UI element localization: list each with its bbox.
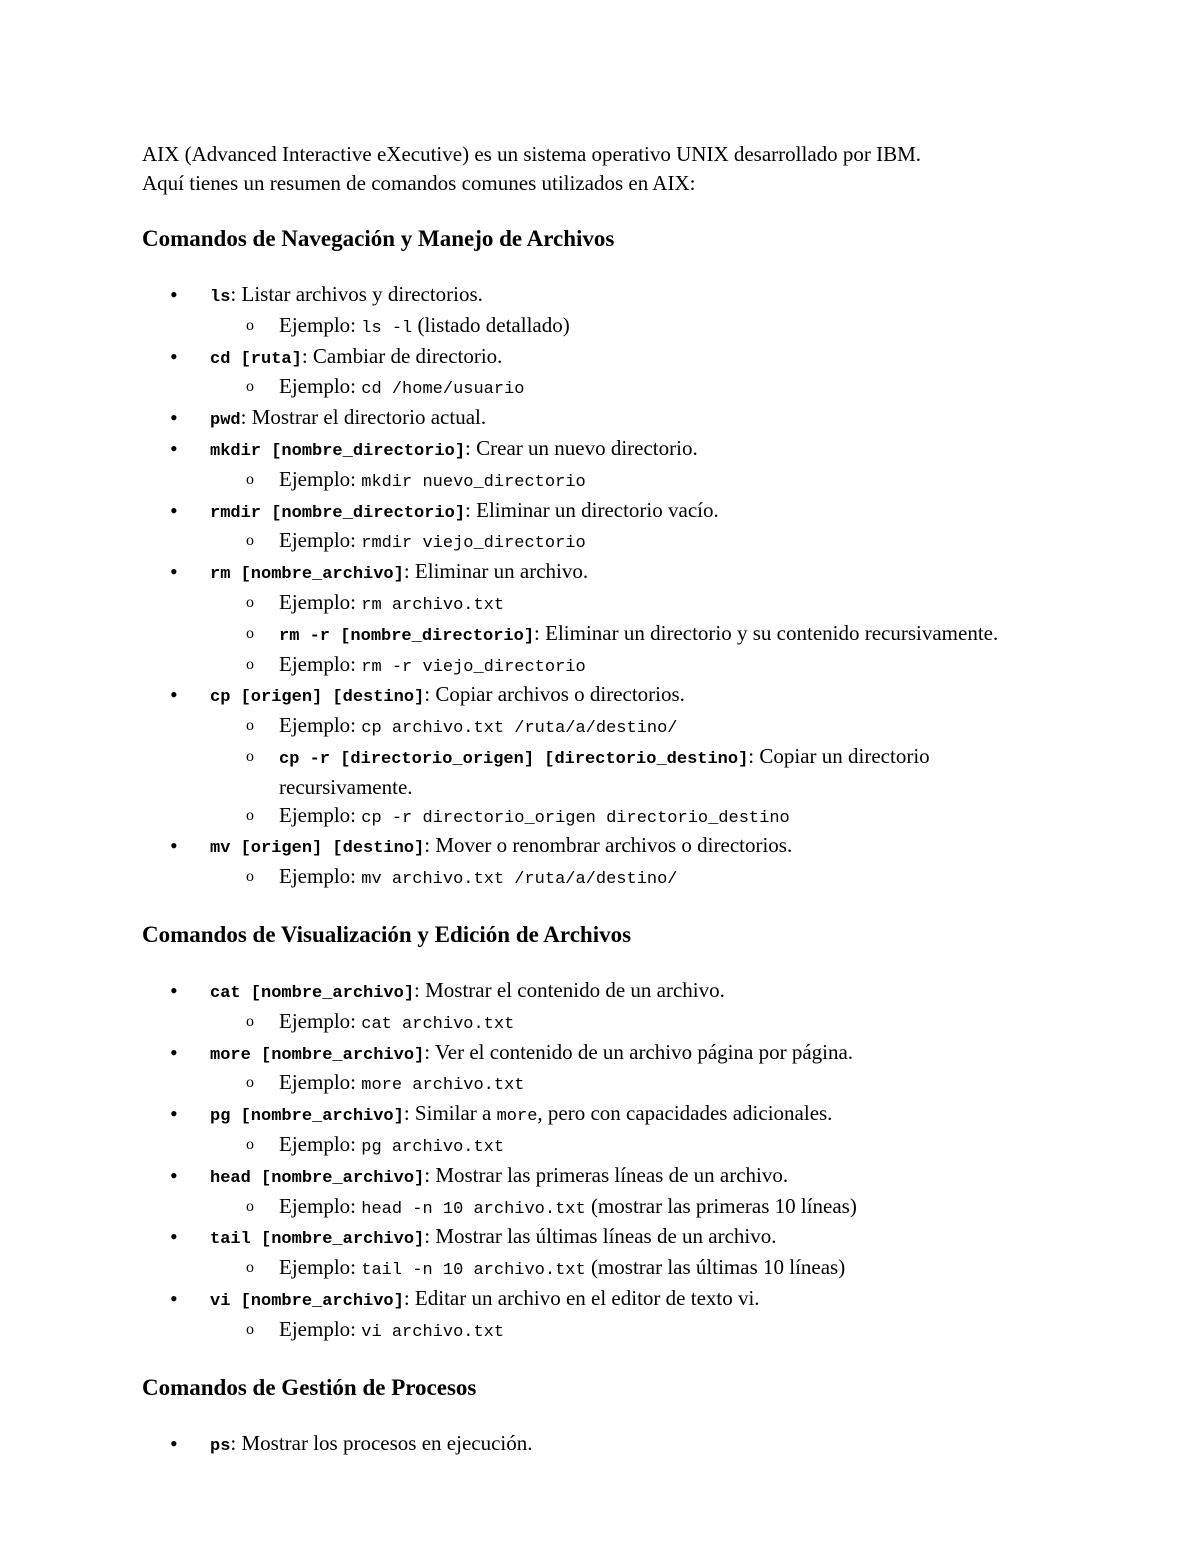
list-item — [142, 681, 1062, 832]
example-label: Ejemplo: — [279, 651, 362, 676]
command-list-procesos — [142, 1430, 1062, 1461]
sub-list-item — [210, 712, 1062, 743]
example-label: Ejemplo: — [279, 1316, 362, 1341]
sub-list — [210, 1069, 1062, 1100]
sub-list-item — [210, 863, 1062, 894]
list-item — [142, 435, 1062, 497]
example-label: Ejemplo: — [279, 528, 362, 553]
command-description: : Listar archivos y directorios. — [230, 282, 483, 306]
sub-list-item — [210, 1316, 1062, 1347]
command-name: rmdir [nombre_directorio] — [210, 503, 466, 523]
example-code: cd /home/usuario — [361, 380, 525, 400]
example-label: Ejemplo: — [279, 1070, 362, 1095]
example-note: (listado detallado) — [412, 312, 570, 337]
example-code: ls -l — [361, 318, 413, 338]
example-label: Ejemplo: — [279, 1008, 362, 1033]
list-item — [142, 343, 1062, 405]
sub-list — [210, 712, 1062, 832]
command-description: : Crear un nuevo directorio. — [465, 435, 698, 460]
command-name: mkdir [nombre_directorio] — [210, 441, 466, 461]
sub-list — [210, 1193, 1062, 1224]
sub-list-item — [210, 466, 1062, 497]
sub-list-item — [210, 1254, 1062, 1285]
command-name: cd [ruta] — [210, 349, 302, 369]
example-note: (mostrar las últimas 10 líneas) — [585, 1255, 846, 1280]
command-name: more [nombre_archivo] — [210, 1045, 425, 1065]
sub-list — [210, 1254, 1062, 1285]
sub-command-name: rm -r [nombre_directorio] — [279, 626, 535, 646]
command-description: : Similar a — [403, 1101, 497, 1126]
example-note: (mostrar las primeras 10 líneas) — [585, 1193, 857, 1218]
sub-list — [210, 1008, 1062, 1039]
sub-list — [210, 373, 1062, 404]
example-code: cp archivo.txt /ruta/a/destino/ — [361, 719, 678, 739]
example-code: mv archivo.txt /ruta/a/destino/ — [361, 870, 678, 890]
command-name: tail [nombre_archivo] — [210, 1230, 425, 1250]
command-description: : Mostrar el contenido de un archivo. — [414, 977, 725, 1002]
command-description: : Copiar archivos o directorios. — [424, 682, 685, 707]
sub-list-item — [210, 373, 1062, 404]
example-code: cp -r directorio_origen directorio_destino — [361, 808, 790, 828]
command-description: : Mostrar las últimas líneas de un archivo. — [424, 1224, 777, 1249]
command-name: rm [nombre_archivo] — [210, 565, 404, 585]
list-item — [142, 977, 1062, 1039]
command-description: : Mostrar el directorio actual. — [240, 405, 487, 430]
section-heading-visualizacion: Comandos de Visualización y Edición de Archivos — [142, 921, 632, 947]
command-name: pwd — [210, 411, 241, 431]
example-label: Ejemplo: — [279, 1193, 362, 1218]
section-heading-navegacion: Comandos de Navegación y Manejo de Archivos — [142, 226, 615, 251]
sub-list-item — [210, 743, 1062, 802]
sub-command-description: : Copiar un directorio recursivamente. — [279, 743, 930, 799]
sub-list-item — [210, 1131, 1062, 1162]
sub-list — [210, 589, 1062, 681]
sub-list — [210, 527, 1062, 558]
sub-list-item — [210, 1193, 1062, 1224]
section-heading-procesos: Comandos de Gestión de Procesos — [142, 1374, 477, 1400]
list-item — [142, 1223, 1062, 1285]
sub-command-description: : Eliminar un directorio y su contenido recursivamente. — [534, 620, 999, 645]
command-list-visualizacion — [142, 977, 1062, 1347]
example-code: rm archivo.txt — [361, 595, 505, 615]
example-label: Ejemplo: — [279, 1255, 362, 1280]
list-item — [142, 1039, 1062, 1101]
sub-list — [210, 1316, 1062, 1347]
intro-paragraph — [142, 140, 1062, 198]
example-code: rm -r viejo_directorio — [361, 657, 586, 677]
sub-list — [210, 466, 1062, 497]
list-item — [142, 1430, 1062, 1461]
example-label: Ejemplo: — [279, 713, 362, 738]
sub-list — [210, 312, 1062, 343]
command-name: ps — [210, 1436, 231, 1456]
command-name: mv [origen] [destino] — [210, 839, 425, 859]
sub-list-item — [210, 802, 1062, 833]
list-item — [142, 404, 1062, 435]
command-description: : Eliminar un directorio vacío. — [465, 497, 719, 522]
example-label: Ejemplo: — [279, 312, 362, 337]
example-code: tail -n 10 archivo.txt — [361, 1261, 586, 1281]
command-description: : Eliminar un archivo. — [403, 559, 589, 584]
command-name: pg [nombre_archivo] — [210, 1107, 404, 1127]
sub-list-item — [210, 1008, 1062, 1039]
example-code: more archivo.txt — [361, 1076, 525, 1096]
sub-list-item — [210, 312, 1062, 343]
list-item — [142, 497, 1062, 559]
list-item — [142, 558, 1062, 681]
list-item — [142, 281, 1062, 343]
example-code: mkdir nuevo_directorio — [361, 472, 586, 492]
command-description: : Cambiar de directorio. — [301, 343, 503, 368]
example-code: head -n 10 archivo.txt — [361, 1199, 586, 1219]
command-description: : Mostrar los procesos en ejecución. — [230, 1430, 533, 1455]
command-name: cp [origen] [destino] — [210, 688, 425, 708]
list-item — [142, 1285, 1062, 1347]
example-label: Ejemplo: — [279, 1131, 362, 1156]
command-description-tail: , pero con capacidades adicionales. — [537, 1101, 833, 1126]
command-name: cat [nombre_archivo] — [210, 983, 415, 1003]
intro-line-2: Aquí tienes un resumen de comandos comunes utilizados en AIX: — [142, 171, 696, 195]
example-label: Ejemplo: — [279, 864, 362, 889]
sub-list-item — [210, 589, 1062, 620]
example-code: cat archivo.txt — [361, 1014, 515, 1034]
command-description: : Mostrar las primeras líneas de un archivo. — [424, 1162, 789, 1187]
list-item — [142, 1100, 1062, 1162]
example-label: Ejemplo: — [279, 589, 362, 614]
list-item — [142, 832, 1062, 894]
command-list-navegacion — [142, 281, 1062, 894]
sub-command-name: cp -r [directorio_origen] [directorio_destino] — [279, 749, 749, 769]
example-code: vi archivo.txt — [361, 1322, 505, 1342]
sub-list-item — [210, 620, 1062, 651]
inline-code: more — [496, 1107, 538, 1127]
command-name: head [nombre_archivo] — [210, 1168, 425, 1188]
sub-list — [210, 1131, 1062, 1162]
command-name: vi [nombre_archivo] — [210, 1291, 404, 1311]
example-code: pg archivo.txt — [361, 1137, 505, 1157]
sub-list-item — [210, 651, 1062, 682]
sub-list — [210, 863, 1062, 894]
intro-line-1: AIX (Advanced Interactive eXecutive) es un sistema operativo UNIX desarrollado por IBM. — [142, 142, 922, 166]
sub-list-item — [210, 1069, 1062, 1100]
list-item — [142, 1162, 1062, 1224]
example-label: Ejemplo: — [279, 466, 362, 491]
document-content — [142, 140, 1062, 1460]
example-code: rmdir viejo_directorio — [361, 534, 586, 554]
example-label: Ejemplo: — [279, 802, 362, 827]
command-description: : Mover o renombrar archivos o directorios. — [424, 833, 793, 858]
command-description: : Ver el contenido de un archivo página por página. — [424, 1039, 854, 1064]
sub-list-item — [210, 527, 1062, 558]
example-label: Ejemplo: — [279, 374, 362, 399]
command-name: ls — [210, 288, 231, 307]
command-description: : Editar un archivo en el editor de texto vi. — [403, 1285, 760, 1310]
